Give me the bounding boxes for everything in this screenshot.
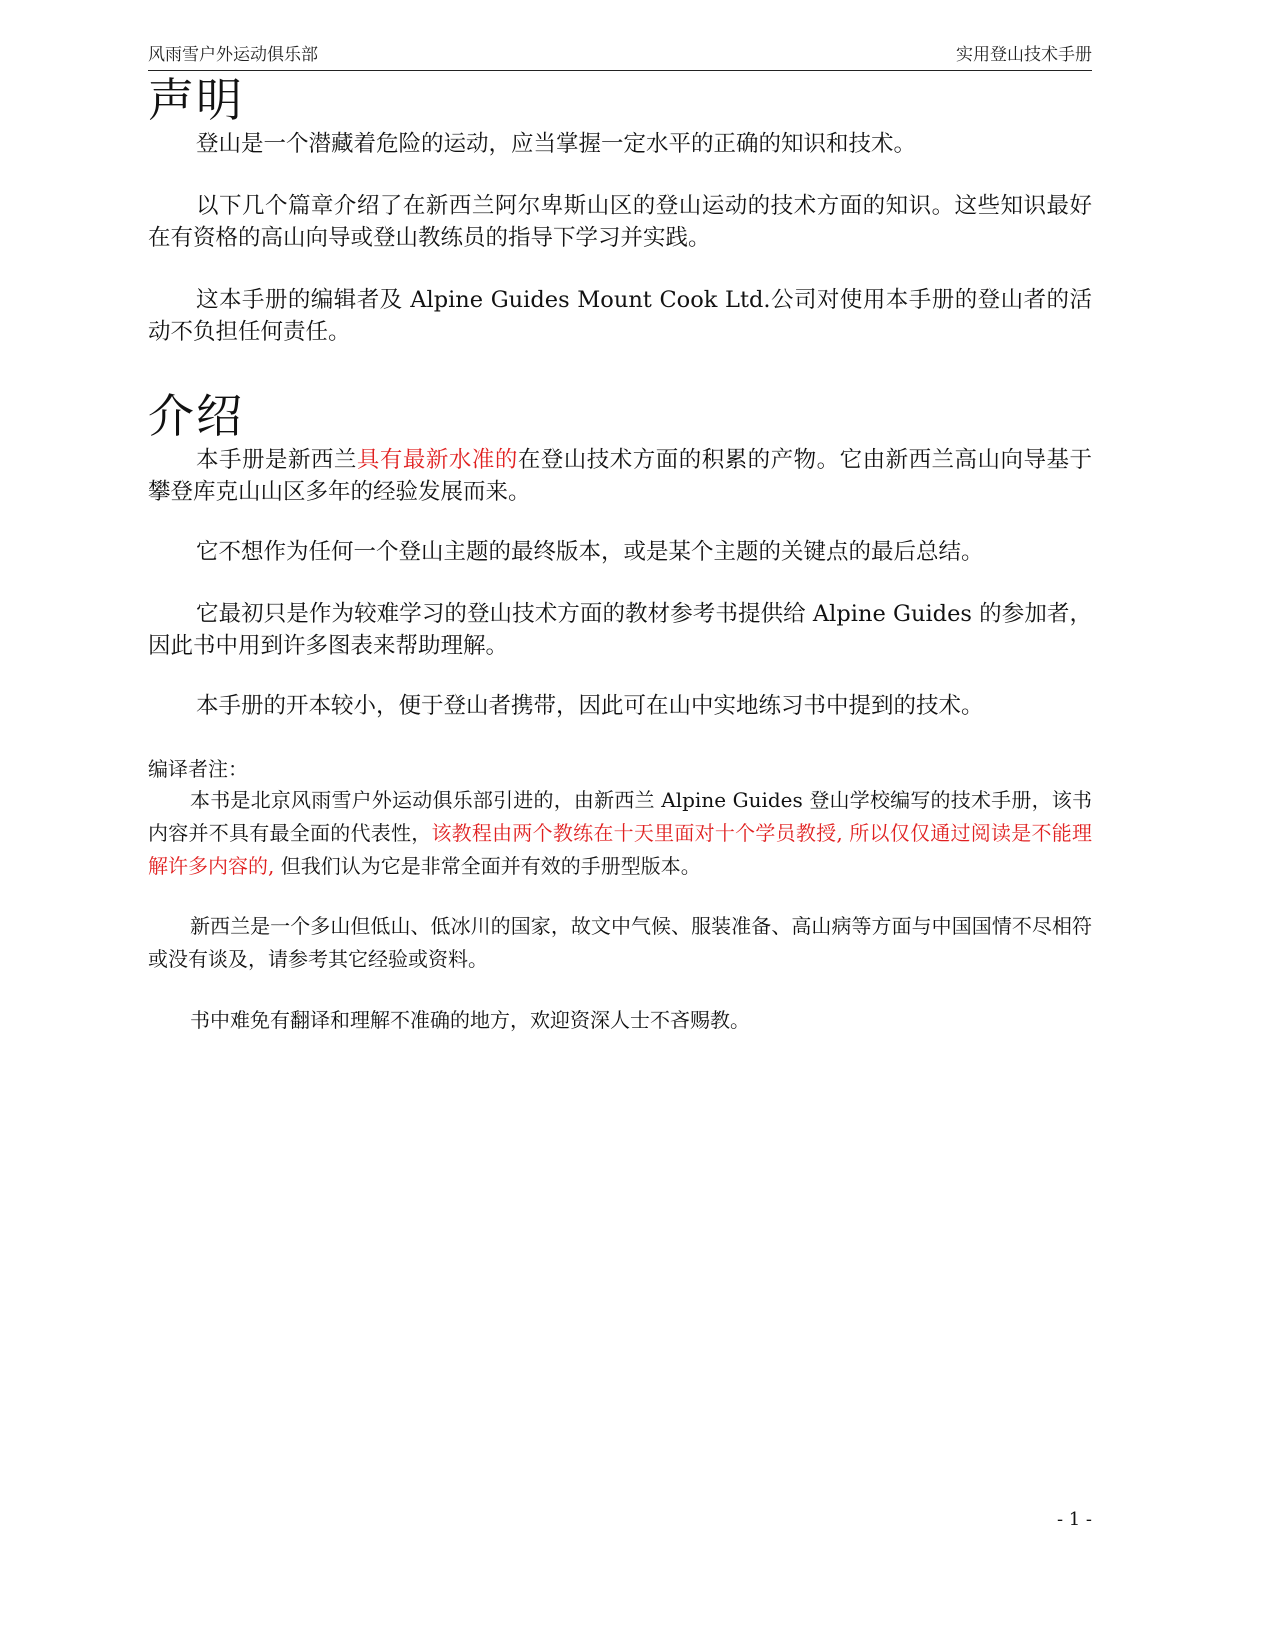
translator-note-paragraph-2: 新西兰是一个多山但低山、低冰川的国家，故文中气候、服装准备、高山病等方面与中国国情不尽相符或没有谈及，请参考其它经验或资料。 — [148, 914, 1092, 971]
intro-paragraph-3: 它最初只是作为较难学习的登山技术方面的教材参考书提供给 Alpine Guides 的参加者，因此书中用到许多图表来帮助理解。 — [148, 601, 1092, 659]
intro-p1-text-b: 在登山技术方面的积累的产物。它由新西兰高山向导基于攀登库克山山区多年的经验发展而来。 — [148, 447, 1092, 505]
header-club-name: 风雨雪户外运动俱乐部 — [148, 45, 318, 65]
intro-paragraph-2: 它不想作为任何一个登山主题的最终版本，或是某个主题的关键点的最后总结。 — [196, 539, 984, 565]
disclaimer-paragraph-2: 以下几个篇章介绍了在新西兰阿尔卑斯山区的登山运动的技术方面的知识。这些知识最好在有资格的高山向导或登山教练员的指导下学习并实践。 — [148, 193, 1092, 251]
disclaimer-title: 声明 — [148, 73, 244, 127]
document-page — [148, 0, 1092, 1651]
note-p1-text-b: 但我们认为它是非常全面并有效的手册型版本。 — [274, 854, 701, 878]
intro-paragraph-4: 本手册的开本较小，便于登山者携带，因此可在山中实地练习书中提到的技术。 — [196, 693, 984, 719]
note-p1-text-a: 本书是北京风雨雪户外运动俱乐部引进的，由新西兰 Alpine Guides 登山学校编写的技术手册，该书内容并不具有最全面的代表性， — [148, 788, 1092, 845]
page-header — [148, 42, 1092, 71]
translator-note-paragraph-1 — [148, 784, 1092, 883]
disclaimer-paragraph-3: 这本手册的编辑者及 Alpine Guides Mount Cook Ltd.公司对使用本手册的登山者的活动不负担任何责任。 — [148, 287, 1092, 345]
translator-note-label: 编译者注： — [148, 757, 248, 781]
page-number: - 1 - — [1056, 1509, 1092, 1530]
header-book-title: 实用登山技术手册 — [956, 45, 1092, 65]
translator-note-paragraph-3: 书中难免有翻译和理解不准确的地方，欢迎资深人士不吝赐教。 — [190, 1008, 750, 1032]
note-p1-highlight: 该教程由两个教练在十天里面对十个学员教授, 所以仅仅通过阅读是不能理解许多内容的, — [148, 821, 1092, 878]
intro-p1-text-a: 本手册是新西兰 — [196, 447, 357, 473]
intro-paragraph-1 — [148, 444, 1092, 508]
disclaimer-paragraph-1: 登山是一个潜藏着危险的运动，应当掌握一定水平的正确的知识和技术。 — [196, 131, 917, 157]
intro-title: 介绍 — [148, 389, 244, 443]
intro-p1-highlight: 具有最新水准的 — [356, 447, 518, 473]
